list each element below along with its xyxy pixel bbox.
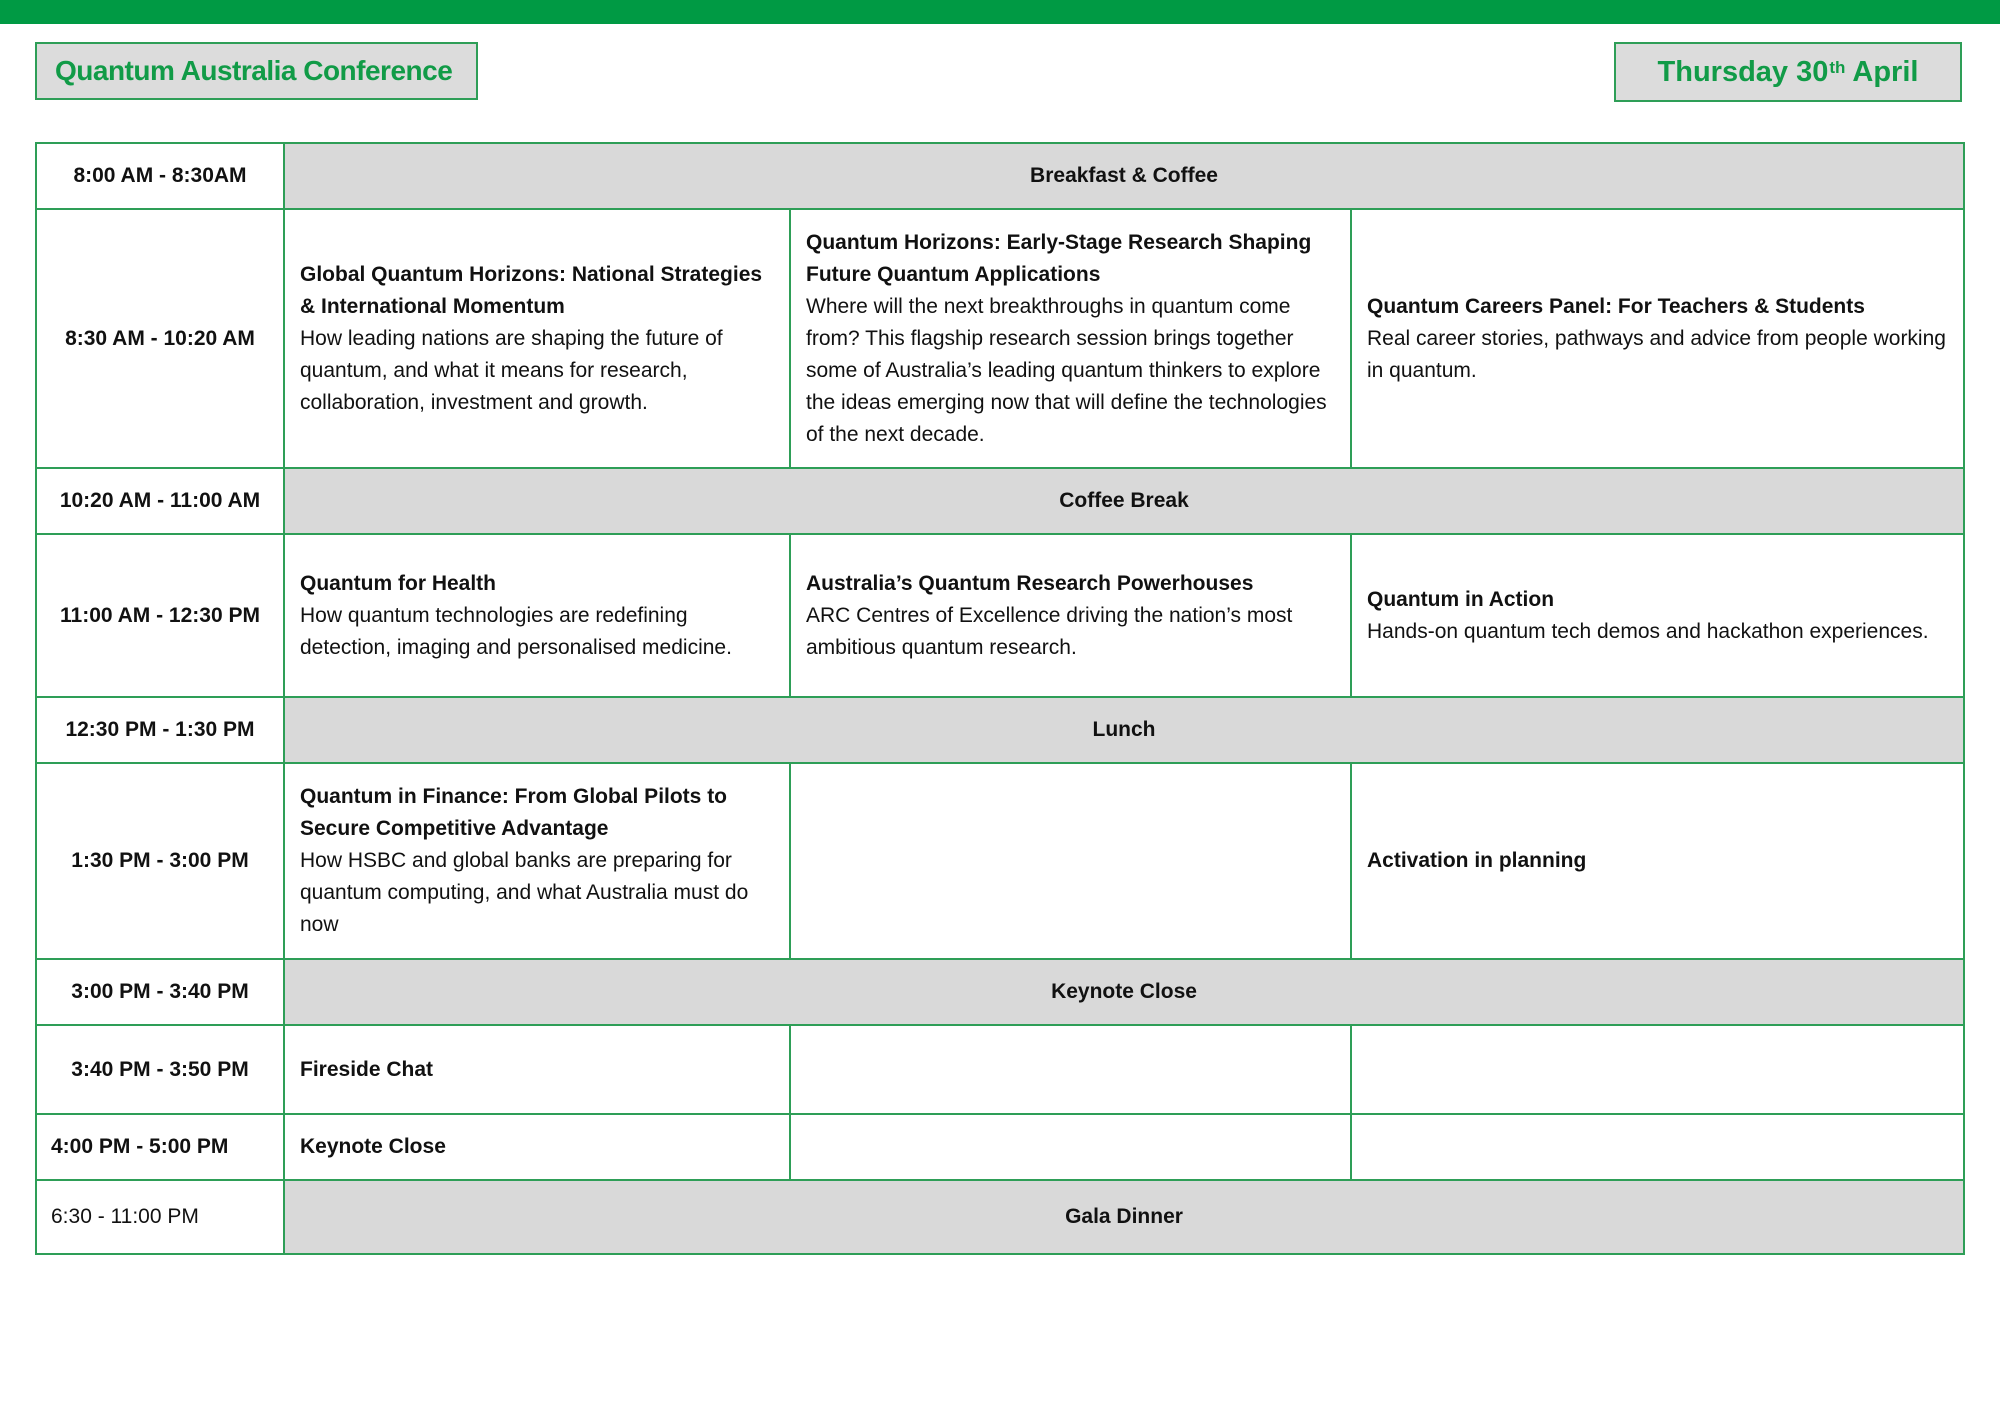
date-day: Thursday 30 [1657, 55, 1829, 88]
session-title: Activation in planning [1367, 849, 1587, 872]
empty-cell [790, 1025, 1351, 1114]
empty-cell [1351, 1025, 1964, 1114]
date-badge [1614, 42, 1962, 102]
schedule-row [36, 763, 1964, 959]
session-title: Quantum for Health [300, 571, 497, 595]
time-cell: 1:30 PM - 3:00 PM [36, 763, 284, 959]
empty-cell [1351, 1114, 1964, 1180]
session-description: Where will the next breakthroughs in quantum come from? This flagship research session brings together some of Australia’s leading quantum thinkers to explore the ideas emerging now that will define the technologies of the next decade. [806, 294, 1327, 446]
session-description: How quantum technologies are redefining detection, imaging and personalised medicine. [300, 603, 732, 659]
time-cell: 12:30 PM - 1:30 PM [36, 697, 284, 763]
session-cell [1351, 534, 1964, 697]
schedule-row [36, 1180, 1964, 1254]
empty-cell [790, 763, 1351, 959]
session-cell [284, 1025, 790, 1114]
break-cell: Keynote Close [284, 959, 1964, 1025]
conference-title [35, 42, 478, 100]
session-description: Real career stories, pathways and advice from people working in quantum. [1367, 326, 1946, 382]
break-cell: Lunch [284, 697, 1964, 763]
time-cell: 3:40 PM - 3:50 PM [36, 1025, 284, 1114]
break-cell: Gala Dinner [284, 1180, 1964, 1254]
session-title: Global Quantum Horizons: National Strategies & International Momentum [300, 262, 763, 318]
schedule-row [36, 1114, 1964, 1180]
session-cell [284, 763, 790, 959]
schedule-table [35, 142, 1965, 1255]
session-cell [1351, 209, 1964, 468]
time-cell: 11:00 AM - 12:30 PM [36, 534, 284, 697]
session-cell [790, 534, 1351, 697]
session-cell [284, 534, 790, 697]
session-description: ARC Centres of Excellence driving the nation’s most ambitious quantum research. [806, 603, 1293, 659]
session-description: Hands-on quantum tech demos and hackathon experiences. [1367, 619, 1929, 643]
break-cell: Breakfast & Coffee [284, 143, 1964, 209]
session-title: Keynote Close [300, 1135, 446, 1158]
time-cell: 10:20 AM - 11:00 AM [36, 468, 284, 534]
session-cell [284, 209, 790, 468]
top-accent-bar [0, 0, 2000, 24]
session-cell [284, 1114, 790, 1180]
schedule-row [36, 468, 1964, 534]
date-suffix: th [1829, 58, 1846, 77]
session-title: Fireside Chat [300, 1057, 434, 1081]
session-title: Quantum in Finance: From Global Pilots to Secure Competitive Advantage [300, 785, 728, 840]
schedule-row [36, 697, 1964, 763]
conference-title-text: Quantum Australia Conference [55, 55, 453, 86]
session-title: Quantum in Action [1367, 587, 1555, 611]
break-cell: Coffee Break [284, 468, 1964, 534]
session-title: Quantum Horizons: Early-Stage Research Shaping Future Quantum Applications [806, 230, 1312, 286]
time-cell: 8:00 AM - 8:30AM [36, 143, 284, 209]
time-cell: 4:00 PM - 5:00 PM [36, 1114, 284, 1180]
session-cell [790, 209, 1351, 468]
schedule-row [36, 534, 1964, 697]
empty-cell [790, 1114, 1351, 1180]
session-title: Australia’s Quantum Research Powerhouses [806, 571, 1254, 595]
schedule-row [36, 143, 1964, 209]
schedule-row [36, 959, 1964, 1025]
schedule-row [36, 209, 1964, 468]
time-cell: 8:30 AM - 10:20 AM [36, 209, 284, 468]
date-month: April [1845, 55, 1919, 88]
session-cell [1351, 763, 1964, 959]
session-description: How HSBC and global banks are preparing for quantum computing, and what Australia must do now [300, 849, 749, 936]
schedule-row [36, 1025, 1964, 1114]
session-description: How leading nations are shaping the future of quantum, and what it means for research, collaboration, investment and growth. [300, 326, 723, 414]
time-cell: 6:30 - 11:00 PM [36, 1180, 284, 1254]
time-cell: 3:00 PM - 3:40 PM [36, 959, 284, 1025]
session-title: Quantum Careers Panel: For Teachers & Students [1367, 294, 1865, 318]
